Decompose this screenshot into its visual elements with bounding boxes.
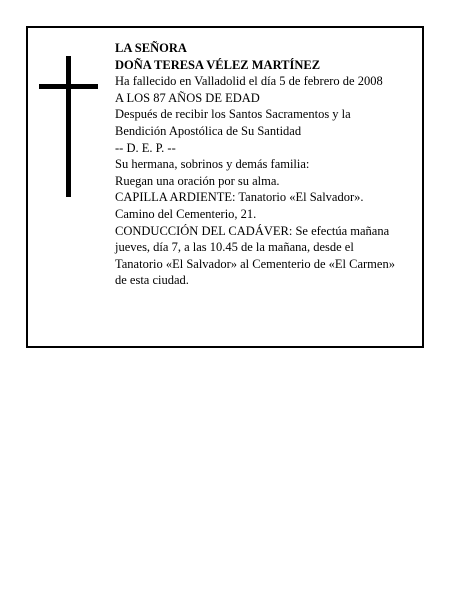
notice-text	[115, 40, 420, 289]
notice-line: A LOS 87 AÑOS DE EDAD	[115, 90, 260, 105]
notice-line: Su hermana, sobrinos y demás familia:	[115, 157, 310, 172]
cross-horizontal-bar	[39, 84, 98, 89]
notice-line: Bendición Apostólica de Su Santidad	[115, 123, 302, 138]
notice-line: Después de recibir los Santos Sacramentos y la	[115, 107, 351, 122]
notice-line: -- D. E. P. --	[115, 140, 176, 155]
cross-vertical-bar	[66, 56, 71, 197]
notice-line: Camino del Cementerio, 21.	[115, 206, 257, 221]
notice-title: LA SEÑORA	[115, 41, 187, 55]
notice-line: CONDUCCIÓN DEL CADÁVER: Se efectúa mañana	[115, 223, 390, 238]
notice-line: CAPILLA ARDIENTE: Tanatorio «El Salvador».	[115, 190, 364, 205]
notice-line: Tanatorio «El Salvador» al Cementerio de «El Carmen»	[115, 256, 395, 271]
notice-line: Ruegan una oración por su alma.	[115, 173, 280, 188]
notice-line: Ha fallecido en Valladolid el día 5 de febrero de 2008	[115, 74, 383, 89]
notice-line: jueves, día 7, a las 10.45 de la mañana, desde el	[115, 240, 354, 255]
deceased-name: DOÑA TERESA VÉLEZ MARTÍNEZ	[115, 57, 321, 72]
obituary-notice	[26, 26, 424, 348]
notice-line: de esta ciudad.	[115, 273, 189, 288]
